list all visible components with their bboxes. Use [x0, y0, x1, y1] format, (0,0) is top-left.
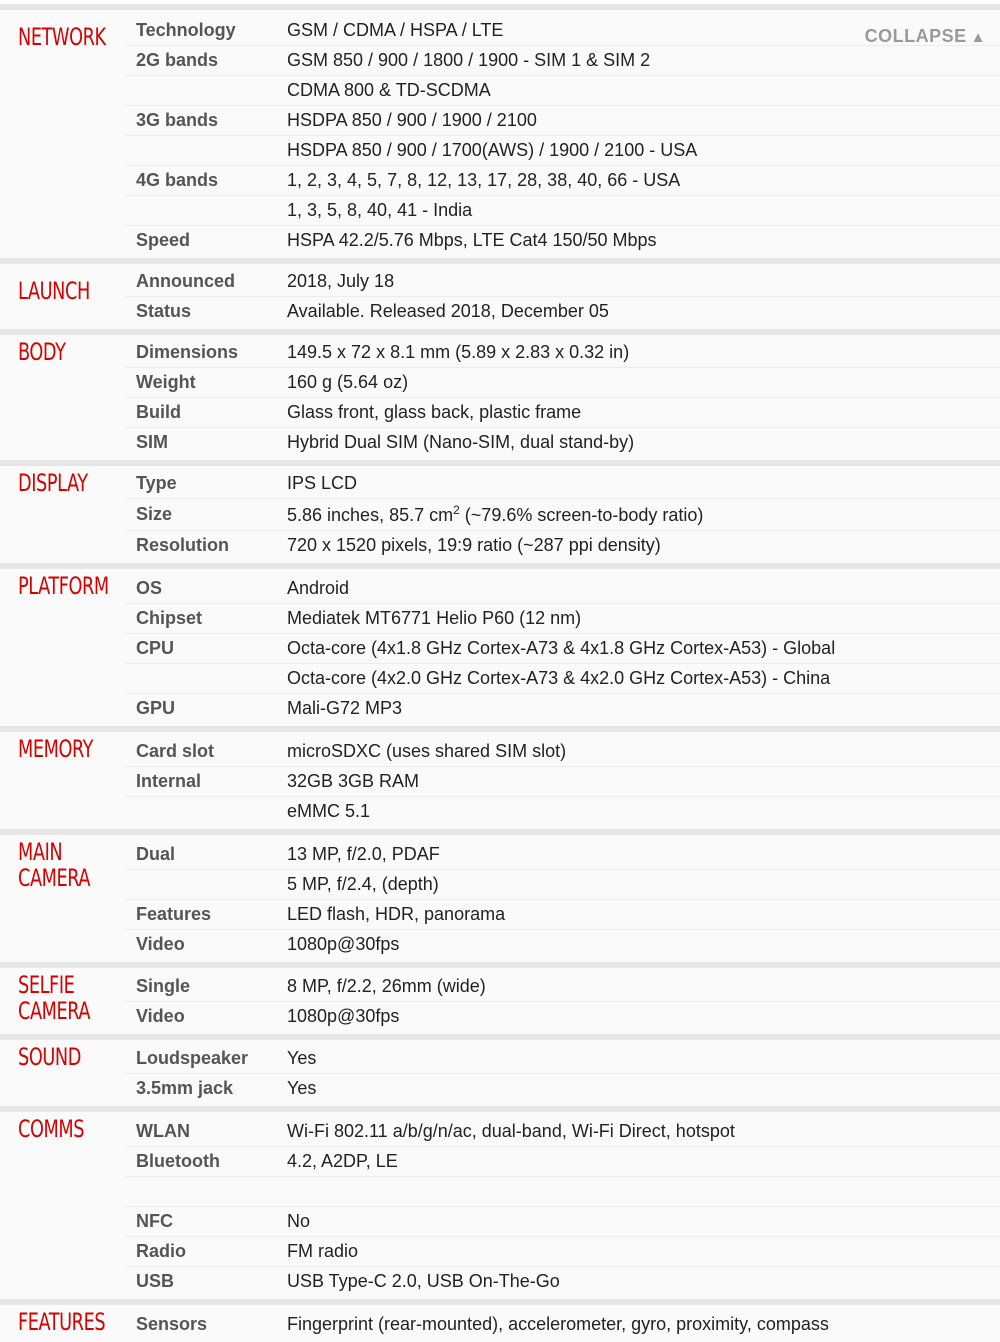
spec-row [125, 767, 1000, 797]
section-title: MAIN CAMERA [18, 838, 91, 892]
spec-section-sound [0, 1034, 1000, 1106]
spec-value: Wi-Fi 802.11 a/b/g/n/ac, dual-band, Wi-Fi Direct, hotspot [287, 1121, 735, 1141]
spec-value: Glass front, glass back, plastic frame [287, 402, 582, 422]
spec-label: Size [136, 504, 173, 524]
spec-value: 5 MP, f/2.4, (depth) [287, 874, 439, 894]
spec-label: Build [136, 402, 181, 422]
spec-row [125, 574, 1000, 604]
spec-value: 4.2, A2DP, LE [287, 1151, 398, 1171]
spec-label: Technology [136, 20, 236, 40]
spec-row [125, 930, 1000, 959]
spec-value-text-after: (~79.6% screen-to-body ratio) [459, 505, 704, 525]
spec-value: HSDPA 850 / 900 / 1700(AWS) / 1900 / 2100 - USA [287, 140, 698, 160]
spec-value: Octa-core (4x1.8 GHz Cortex-A73 & 4x1.8 GHz Cortex-A53) - Global [287, 638, 836, 658]
spec-row [125, 1002, 1000, 1031]
spec-section-body [0, 329, 1000, 460]
spec-value: 2018, July 18 [287, 271, 395, 291]
spec-label: Internal [136, 771, 202, 791]
section-title: COMMS [18, 1115, 85, 1143]
spec-row [125, 1207, 1000, 1237]
spec-value: Yes [287, 1078, 317, 1098]
section-title: BODY [18, 338, 66, 366]
spec-row [125, 1147, 1000, 1177]
spec-label: Dimensions [136, 342, 239, 362]
section-title: PLATFORM [18, 572, 109, 600]
spec-value: 1, 3, 5, 8, 40, 41 - India [287, 200, 473, 220]
spec-section-display [0, 460, 1000, 563]
spec-value-superscript: 2 [453, 503, 460, 517]
spec-row [125, 694, 1000, 723]
spec-label: USB [136, 1271, 175, 1291]
spec-value [287, 503, 1000, 526]
section-title: DISPLAY [18, 469, 88, 497]
spec-value: Octa-core (4x2.0 GHz Cortex-A73 & 4x2.0 GHz Cortex-A53) - China [287, 668, 831, 688]
section-title: NETWORK [18, 23, 106, 51]
spec-label: 2G bands [136, 50, 219, 70]
spec-row [125, 972, 1000, 1002]
spec-row [125, 870, 1000, 900]
spec-value: Fingerprint (rear-mounted), accelerometer, gyro, proximity, compass [287, 1314, 829, 1334]
spec-label: OS [136, 578, 163, 598]
spec-label: Chipset [136, 608, 203, 628]
spec-row [125, 737, 1000, 767]
spec-row [125, 166, 1000, 196]
spec-value: HSPA 42.2/5.76 Mbps, LTE Cat4 150/50 Mbps [287, 230, 657, 250]
spec-value: HSDPA 850 / 900 / 1900 / 2100 [287, 110, 537, 130]
collapse-button[interactable] [865, 26, 986, 47]
spec-row [125, 1267, 1000, 1296]
spec-label: WLAN [136, 1121, 190, 1141]
spec-label: Resolution [136, 535, 229, 555]
spec-label: Dual [136, 844, 176, 864]
spec-section-selfie-camera [0, 962, 1000, 1034]
spec-label: Sensors [136, 1314, 208, 1334]
spec-row [125, 604, 1000, 634]
spec-row [125, 1044, 1000, 1074]
spec-row [125, 368, 1000, 398]
spec-label: 3.5mm jack [136, 1078, 234, 1098]
spec-row [125, 900, 1000, 930]
spec-section-comms [0, 1106, 1000, 1299]
spec-row [125, 634, 1000, 664]
spec-label: Video [136, 934, 185, 954]
spec-value: 32GB 3GB RAM [287, 771, 420, 791]
section-title: LAUNCH [18, 277, 90, 305]
spec-value: 1080p@30fps [287, 1006, 400, 1026]
spec-label: Announced [136, 271, 235, 291]
spec-value: USB Type-C 2.0, USB On-The-Go [287, 1271, 560, 1291]
spec-label: Radio [136, 1241, 187, 1261]
spec-value: Hybrid Dual SIM (Nano-SIM, dual stand-by) [287, 432, 635, 452]
spec-section-network [0, 4, 1000, 258]
spec-row [125, 76, 1000, 106]
spec-value: 1, 2, 3, 4, 5, 7, 8, 12, 13, 17, 28, 38, 40, 66 - USA [287, 170, 681, 190]
spec-label: Features [136, 904, 212, 924]
spec-label: SIM [136, 432, 169, 452]
spec-label: Speed [136, 230, 191, 250]
spec-value: 1080p@30fps [287, 934, 400, 954]
spec-label: CPU [136, 638, 175, 658]
spec-value: Available. Released 2018, December 05 [287, 301, 609, 321]
spec-section-launch [0, 258, 1000, 329]
spec-value: GSM 850 / 900 / 1800 / 1900 - SIM 1 & SIM 2 [287, 50, 651, 70]
spec-value: 720 x 1520 pixels, 19:9 ratio (~287 ppi density) [287, 535, 661, 555]
spec-value: 160 g (5.64 oz) [287, 372, 409, 392]
spec-row [125, 1237, 1000, 1267]
spec-row [125, 1117, 1000, 1147]
spec-label: Weight [136, 372, 196, 392]
spec-value: 13 MP, f/2.0, PDAF [287, 844, 440, 864]
spec-label: 3G bands [136, 110, 219, 130]
spec-row [125, 1074, 1000, 1103]
spec-row [125, 226, 1000, 255]
section-title: FEATURES [18, 1308, 106, 1336]
spec-row [125, 531, 1000, 560]
section-title: SELFIE CAMERA [18, 971, 91, 1025]
spec-row [125, 1177, 1000, 1207]
spec-value: CDMA 800 & TD-SCDMA [287, 80, 491, 100]
spec-value: eMMC 5.1 [287, 801, 371, 821]
spec-row [125, 46, 1000, 76]
spec-row [125, 398, 1000, 428]
spec-value: GSM / CDMA / HSPA / LTE [287, 20, 504, 40]
spec-row [125, 1310, 1000, 1339]
spec-label: 4G bands [136, 170, 219, 190]
spec-row [125, 297, 1000, 326]
spec-value: Mediatek MT6771 Helio P60 (12 nm) [287, 608, 582, 628]
spec-row [125, 664, 1000, 694]
spec-value: 8 MP, f/2.2, 26mm (wide) [287, 976, 486, 996]
spec-row [125, 267, 1000, 297]
spec-section-main-camera [0, 829, 1000, 962]
spec-row [125, 840, 1000, 870]
spec-row [125, 469, 1000, 499]
spec-label: Bluetooth [136, 1151, 220, 1171]
spec-value: microSDXC (uses shared SIM slot) [287, 741, 567, 761]
spec-label: Card slot [136, 741, 215, 761]
chevron-up-icon: ▲ [970, 29, 986, 46]
spec-value: Mali-G72 MP3 [287, 698, 403, 718]
spec-row [125, 428, 1000, 457]
spec-section-features [0, 1299, 1000, 1342]
spec-value: LED flash, HDR, panorama [287, 904, 506, 924]
spec-value-text: 5.86 inches, 85.7 cm [287, 505, 454, 525]
spec-value: 149.5 x 72 x 8.1 mm (5.89 x 2.83 x 0.32 in) [287, 342, 630, 362]
spec-value: FM radio [287, 1241, 359, 1261]
spec-label: Loudspeaker [136, 1048, 249, 1068]
collapse-label: COLLAPSE [864, 26, 967, 46]
spec-label: Video [136, 1006, 185, 1026]
spec-row [125, 338, 1000, 368]
spec-row [125, 136, 1000, 166]
section-title: SOUND [18, 1043, 81, 1071]
spec-row [125, 499, 1000, 531]
spec-row [125, 106, 1000, 136]
spec-label: NFC [136, 1211, 173, 1231]
spec-label: Single [136, 976, 191, 996]
spec-label: GPU [136, 698, 176, 718]
spec-value: Yes [287, 1048, 317, 1068]
section-title: MEMORY [18, 735, 94, 763]
spec-value: IPS LCD [287, 473, 358, 493]
spec-value: Android [287, 578, 350, 598]
spec-row [125, 196, 1000, 226]
spec-label: Status [136, 301, 192, 321]
spec-row [125, 797, 1000, 826]
spec-value: No [287, 1211, 311, 1231]
spec-label: Type [136, 473, 177, 493]
spec-section-platform [0, 563, 1000, 726]
spec-section-memory [0, 726, 1000, 829]
